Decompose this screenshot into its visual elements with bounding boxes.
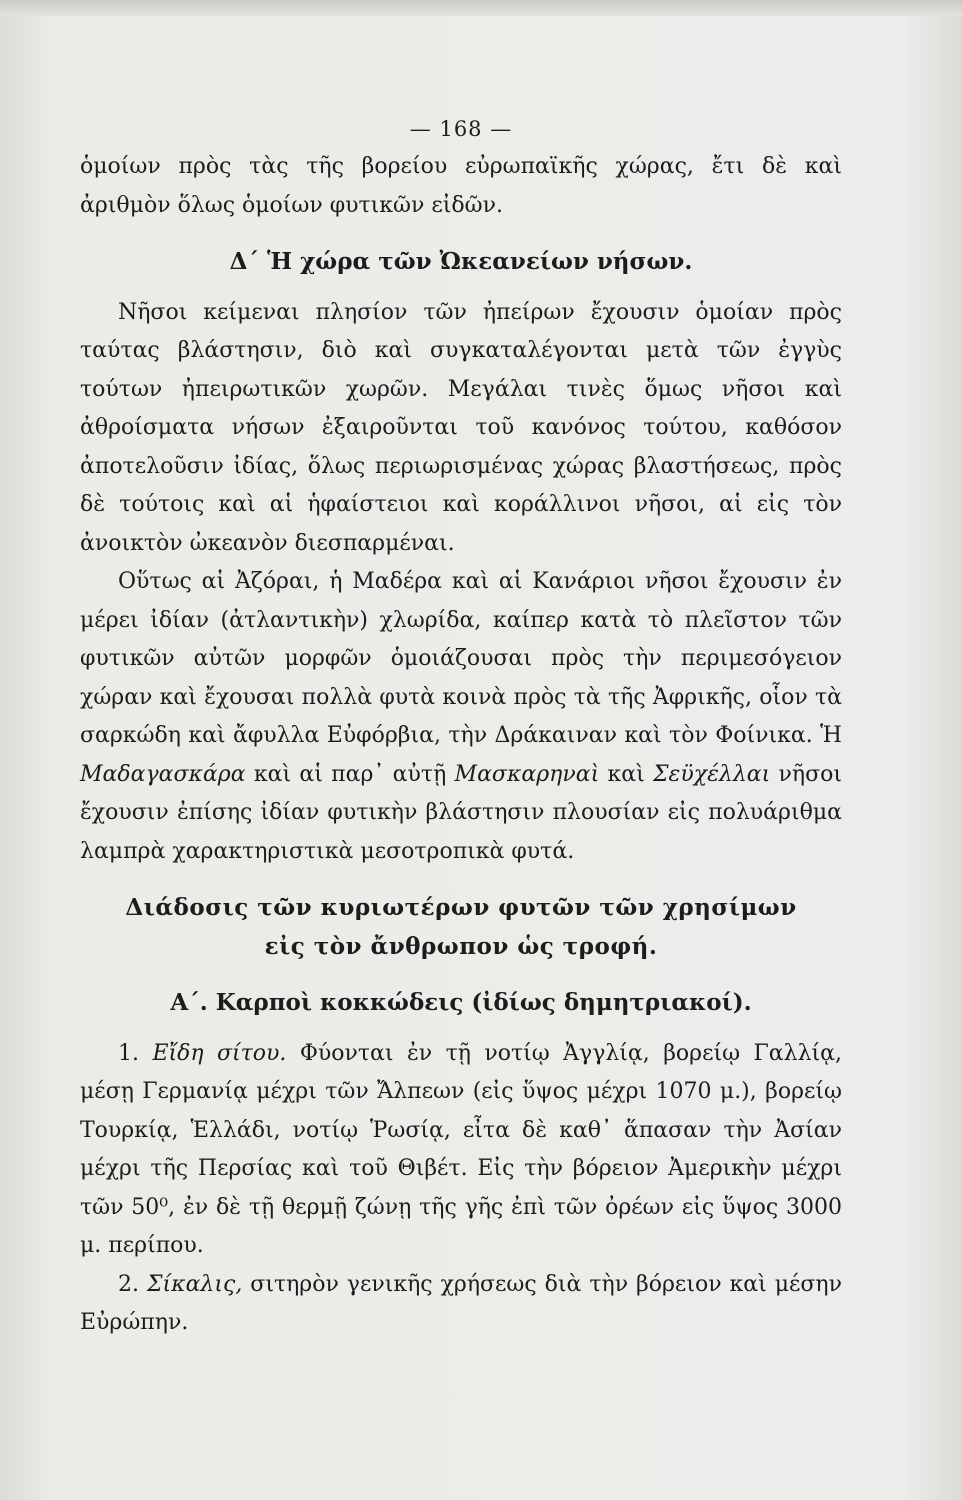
page-number: — 168 — [409, 117, 513, 141]
section-d-paragraph-1: Νῆσοι κείμεναι πλησίον τῶν ἠπείρων ἔχουσιν ὁμοίαν πρὸς ταύτας βλάστησιν, διὸ καὶ συγκαταλέγονται μετὰ τῶν ἐγγὺς τούτων ἠπειρωτικῶν χωρῶν. Μεγάλαι τινὲς ὅμως νῆσοι καὶ ἀθροίσματα νήσων ἐξαιροῦνται τοῦ κανόνος τούτου, καθόσον ἀποτελοῦσιν ἰδίας, ὅλως περιωρισμένας χώρας βλαστήσεως, πρὸς δὲ τούτοις καὶ αἱ ἡφαίστειοι καὶ κοράλλινοι νῆσοι, αἱ εἰς τὸν ἀνοικτὸν ὠκεανὸν διεσπαρμέναι. [80, 299, 842, 556]
place-mascarene: Μασκαρηναὶ [454, 761, 600, 787]
section-d-paragraph-2-a: Οὕτως αἱ Ἀζόραι, ἡ Μαδέρα καὶ αἱ Κανάριοι νῆσοι ἔχουσιν ἐν μέρει ἰδίαν (ἀτλαντικὴν) χλωρίδα, καίπερ κατὰ τὸ πλεῖστον τῶν φυτικῶν αὐτῶν μορφῶν ὁμοιάζουσαι πρὸς τὴν περιμεσόγειον χώραν καὶ ἔχουσαι πολλὰ φυτὰ κοινὰ πρὸς τὰ τῆς Ἀφρικῆς, οἷον τὰ σαρκώδη καὶ ἄφυλλα Εὐφόρβια, τὴν Δράκαιναν καὶ τὸν Φοίνικα. [80, 569, 842, 748]
text-run: καὶ αἱ παρ᾽ αὐτῇ [253, 761, 447, 787]
paragraph-continuation: ὁμοίων πρὸς τὰς τῆς βορείου εὐρωπαϊκῆς χώρας, ἔτι δὲ καὶ ἀριθμὸν ὅλως ὁμοίων φυτικῶν εἰδῶν. [80, 154, 842, 218]
text-run: νῆσοι ἔχουσιν ἐπίσης ἰδίαν φυτικὴν βλάστησιν πλουσίαν εἰς πολυάριθμα λαμπρὰ χαρακτηριστικὰ μεσοτροπικὰ φυτά. [80, 761, 842, 864]
item-name: Εἴδη σίτου. [152, 1040, 287, 1066]
main-heading-line-2: εἰς τὸν ἄνθρωπον ὡς τροφή. [264, 932, 658, 960]
spacer [80, 225, 842, 243]
list-item-1 [80, 1035, 842, 1266]
item-text: Φύονται ἐν τῇ νοτίῳ Ἀγγλίᾳ, βορείῳ Γαλλίᾳ, μέσῃ Γερμανίᾳ μέχρι τῶν Ἄλπεων (εἰς ὕψος μέχρι 1070 μ.), βορείῳ Τουρκίᾳ, Ἑλλάδι, νοτίῳ Ῥωσίᾳ, εἶτα δὲ καθ᾽ ἅπασαν τὴν Ἀσίαν μέχρι τῆς Περσίας καὶ τοῦ Θιβέτ. Εἰς τὴν βόρειον Ἀμερικὴν μέχρι τῶν 50⁰, ἐν δὲ τῇ θερμῇ ζώνῃ τῆς γῆς ἐπὶ τῶν ὀρέων εἰς ὕψος 3000 μ. περίπου. [80, 1040, 842, 1258]
sub-heading: Α΄. Καρποὶ κοκκώδεις (ἰδίως δημητριακοί). [170, 989, 752, 1016]
item-name: Σίκαλις, [146, 1271, 243, 1297]
spacer [80, 871, 842, 889]
place-madagascar: Μαδαγασκάρα [80, 761, 246, 787]
text-run: καὶ [607, 761, 645, 787]
text-block [80, 110, 842, 1343]
page-top-edge [0, 0, 962, 16]
spacer [80, 966, 842, 984]
place-seychelles: Σεϋχέλλαι [653, 761, 771, 787]
item-text: σιτηρὸν γενικῆς χρήσεως διὰ τὴν βόρειον καὶ μέσην Εὐρώπην. [80, 1271, 842, 1335]
item-number: 1. [118, 1040, 139, 1066]
main-heading-line-1: Διάδοσις τῶν κυριωτέρων φυτῶν τῶν χρησίμων [125, 894, 797, 921]
section-d-title: Δ΄ Ἡ χώρα τῶν Ὠκεανείων νήσων. [229, 248, 693, 275]
item-number: 2. [118, 1271, 139, 1297]
text-run: Ἡ [820, 723, 842, 748]
spacer [80, 1023, 842, 1035]
spacer [80, 282, 842, 294]
section-d-paragraph-2 [80, 563, 842, 871]
list-item-2 [80, 1266, 842, 1343]
